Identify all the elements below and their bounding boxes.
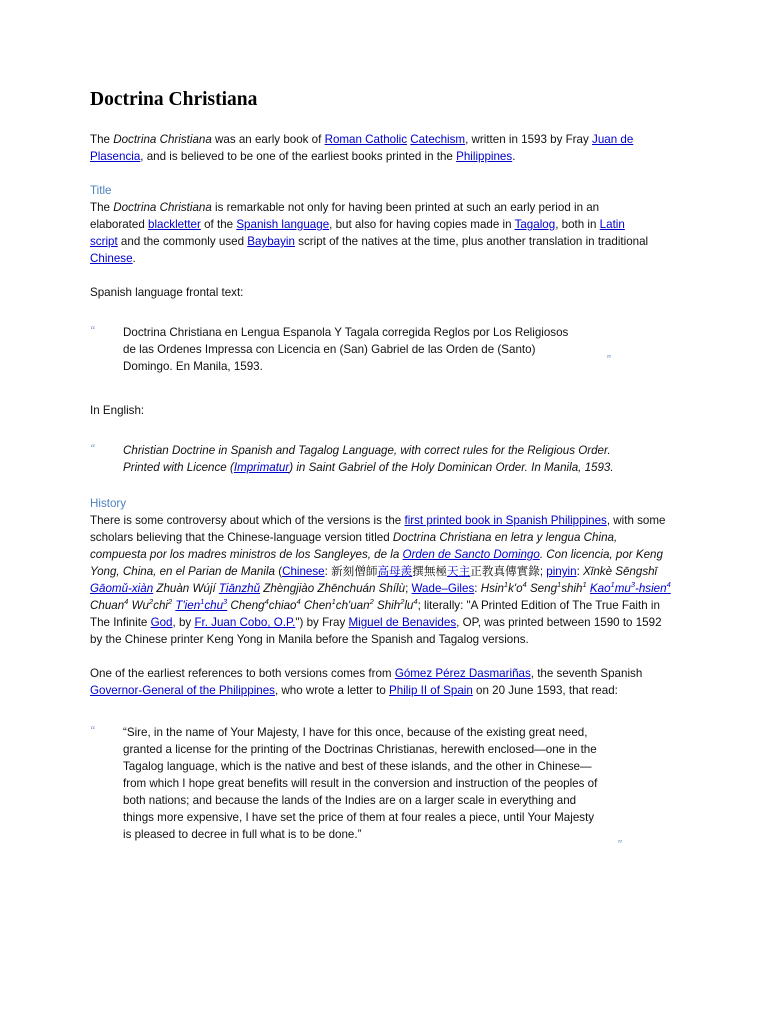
link-tianzhu-chars[interactable]: 天主 — [447, 565, 471, 578]
text: shih — [561, 582, 583, 595]
open-quote-mark: “ — [90, 723, 95, 738]
text: chi — [153, 599, 168, 612]
text: Cheng — [227, 599, 265, 612]
text: Xīnkè Sēngshī — [583, 565, 658, 578]
text: Wu — [128, 599, 149, 612]
link-philippines[interactable]: Philippines — [456, 150, 513, 163]
tone: 1 — [582, 580, 587, 590]
text: Doctrina Christiana — [113, 133, 212, 146]
text: Christian Doctrine in Spanish and Tagalog Language, with correct rules for the Religious Order. Printed with Licence ( — [123, 444, 611, 474]
link-miguel-de-benavides[interactable]: Miguel de Benavides — [348, 616, 457, 629]
link-chinese[interactable]: Chinese — [90, 252, 133, 265]
link-tagalog[interactable]: Tagalog — [514, 218, 556, 231]
tone: 3 — [223, 597, 228, 607]
text: : 新刻僧師 — [324, 565, 378, 578]
text: ) in Saint Gabriel of the Holy Dominican Order. In Manila, 1593. — [289, 461, 614, 474]
spanish-label: Spanish language frontal text: — [90, 286, 244, 299]
link-governor-general[interactable]: Governor-General of the Philippines — [90, 684, 275, 697]
english-blockquote — [90, 442, 635, 476]
text: 正教真傳實錄; — [470, 565, 547, 578]
text: and the commonly used — [117, 235, 248, 248]
text: mu — [614, 582, 631, 595]
link-imprimatur[interactable]: Imprimatur — [233, 461, 290, 474]
tone: 2 — [369, 597, 374, 607]
link-spanish-language[interactable]: Spanish language — [236, 218, 330, 231]
text: Doctrina Christiana en letra y lengua China, compuesta por los madres ministros de los Sangleyes, de la — [90, 531, 618, 561]
text: There is some controversy about which of the versions is the — [90, 514, 405, 527]
text: chu — [204, 599, 224, 612]
section-heading-title: Title — [90, 184, 112, 197]
letter-quote-text: “Sire, in the name of Your Majesty, I have for this once, because of the existing great need, granted a license for the printing of the Doctrinas Christianas, herewith enclosed—one in the Tagalog language, which is the native and best of these islands, and the other in Chinese—from which I hope great benefits will result in the conversion and instruction of the peoples of both nations; and because the lands of the Indies are on a larger scale in everything and things more expensive, I have set the price of them at four reales a piece, until Your Majesty is pleased to decree in full what is to be done.” — [123, 726, 598, 841]
text: Seng — [526, 582, 558, 595]
text: Hsin — [480, 582, 504, 595]
tone: 4 — [124, 597, 129, 607]
link-latin-script[interactable]: Latin script — [90, 218, 625, 248]
tone: 2 — [400, 597, 405, 607]
letter-blockquote — [90, 723, 630, 852]
link-juan-cobo[interactable]: Fr. Juan Cobo, O.P. — [194, 616, 296, 629]
text: was an early book of — [211, 133, 325, 146]
text: , and is believed to be one of the earliest books printed in the — [140, 150, 457, 163]
tone: 4 — [666, 580, 671, 590]
tone: 1 — [331, 597, 336, 607]
tone: 1 — [610, 580, 615, 590]
title-paragraph — [90, 199, 655, 267]
text: , OP, was printed between 1590 to 1592 by the Chinese printer Keng Yong in Manila before the Spanish and Tagalog versions. — [90, 616, 662, 646]
link-kao-mu-hsien[interactable] — [590, 582, 671, 595]
references-paragraph — [90, 665, 665, 699]
text: chiao — [268, 599, 297, 612]
tone: 4 — [413, 597, 418, 607]
tone: 3 — [630, 580, 635, 590]
link-pinyin[interactable]: pinyin — [546, 565, 577, 578]
text: , who wrote a letter to — [274, 684, 390, 697]
intro-paragraph — [90, 131, 655, 165]
text: . — [132, 252, 136, 265]
tone: 4 — [264, 597, 269, 607]
text: The — [90, 201, 114, 214]
text: on 20 June 1593, that read: — [472, 684, 618, 697]
link-gaomu-xian[interactable]: Gāomǔ-xiàn — [90, 582, 154, 595]
link-wade-giles[interactable]: Wade–Giles — [411, 582, 475, 595]
text: , both in — [555, 218, 600, 231]
text: ( — [274, 565, 283, 578]
close-quote-mark: ” — [617, 837, 622, 852]
text: : — [576, 565, 584, 578]
text: -hsien — [634, 582, 667, 595]
link-roman-catholic[interactable]: Roman Catholic — [324, 133, 408, 146]
link-gaomuxian-chars[interactable]: 高母羨 — [377, 565, 413, 578]
text: k'o — [508, 582, 523, 595]
english-label: In English: — [90, 404, 145, 417]
text: : — [474, 582, 481, 595]
text: Doctrina Christiana — [113, 201, 212, 214]
tone: 1 — [557, 580, 562, 590]
link-orden-de-sancto-domingo[interactable]: Orden de Sancto Domingo — [402, 548, 540, 561]
spanish-quote-text: Doctrina Christiana en Lengua Espanola Y Tagala corregida Reglos por Los Religiosos de las Ordenes Impressa con Licencia en (San) Gabriel de las Orden de (Santo) Domingo. En Manila, 1593. — [123, 326, 569, 373]
text: is remarkable not only for having been printed at such an early period in an elaborated — [90, 201, 600, 231]
tone: 4 — [296, 597, 301, 607]
text: ; — [405, 582, 412, 595]
link-tien-chu[interactable] — [175, 599, 227, 612]
tone: 2 — [167, 597, 173, 607]
link-chinese-language[interactable]: Chinese — [282, 565, 325, 578]
text: , but also for having copies made in — [329, 218, 515, 231]
link-catechism[interactable]: Catechism — [410, 133, 466, 146]
tone: 1 — [200, 597, 205, 607]
tone: 4 — [522, 580, 527, 590]
link-gomez-perez-dasmarinas[interactable]: Gómez Pérez Dasmariñas — [394, 667, 531, 680]
link-first-printed-book[interactable]: first printed book in Spanish Philippines — [404, 514, 607, 527]
english-quote-text — [123, 442, 633, 476]
text: ; literally: "A Printed Edition of The True Faith in The Infinite — [90, 599, 660, 629]
document-page — [90, 88, 680, 852]
text: 撰無極 — [412, 565, 448, 578]
tone: 2 — [148, 597, 154, 607]
text: ") by Fray — [295, 616, 349, 629]
history-paragraph — [90, 512, 675, 648]
text: Chuan — [90, 599, 125, 612]
link-tianzhu[interactable]: Tiānzhǔ — [218, 582, 261, 595]
text: . Con licencia, por Keng Yong, China, en el Parian de Manila — [90, 548, 663, 578]
link-blackletter[interactable]: blackletter — [148, 218, 201, 231]
text: Chen — [300, 599, 332, 612]
text: , by — [172, 616, 195, 629]
page-title: Doctrina Christiana — [90, 89, 258, 110]
link-philip-ii[interactable]: Philip II of Spain — [389, 684, 473, 697]
link-god[interactable]: God — [150, 616, 173, 629]
tone: 1 — [503, 580, 509, 590]
text: Kao — [589, 582, 611, 595]
text: lu — [404, 599, 414, 612]
link-juan-de-plasencia[interactable]: Juan de Plasencia — [90, 133, 634, 163]
link-baybayin[interactable]: Baybayin — [247, 235, 295, 248]
text: The — [90, 133, 114, 146]
text: of the — [200, 218, 237, 231]
text: Zhuàn Wújí — [153, 582, 219, 595]
text: One of the earliest references to both versions comes from — [90, 667, 395, 680]
spanish-blockquote — [90, 324, 610, 375]
text: Zhèngjiào Zhēnchuán Shílù — [260, 582, 406, 595]
open-quote-mark: “ — [90, 441, 95, 456]
text: script of the natives at the time, plus another translation in traditional — [294, 235, 649, 248]
text: Shih — [373, 599, 401, 612]
text: T'ien — [175, 599, 201, 612]
text: . — [512, 150, 516, 163]
text: , with some scholars believing that the Chinese-language version titled — [90, 514, 666, 544]
close-quote-mark: ” — [606, 352, 611, 367]
open-quote-mark: “ — [90, 323, 95, 338]
section-heading-history: History — [90, 497, 127, 510]
text: , written in 1593 by Fray — [465, 133, 593, 146]
text: ch'uan — [335, 599, 370, 612]
text: , the seventh Spanish — [530, 667, 643, 680]
